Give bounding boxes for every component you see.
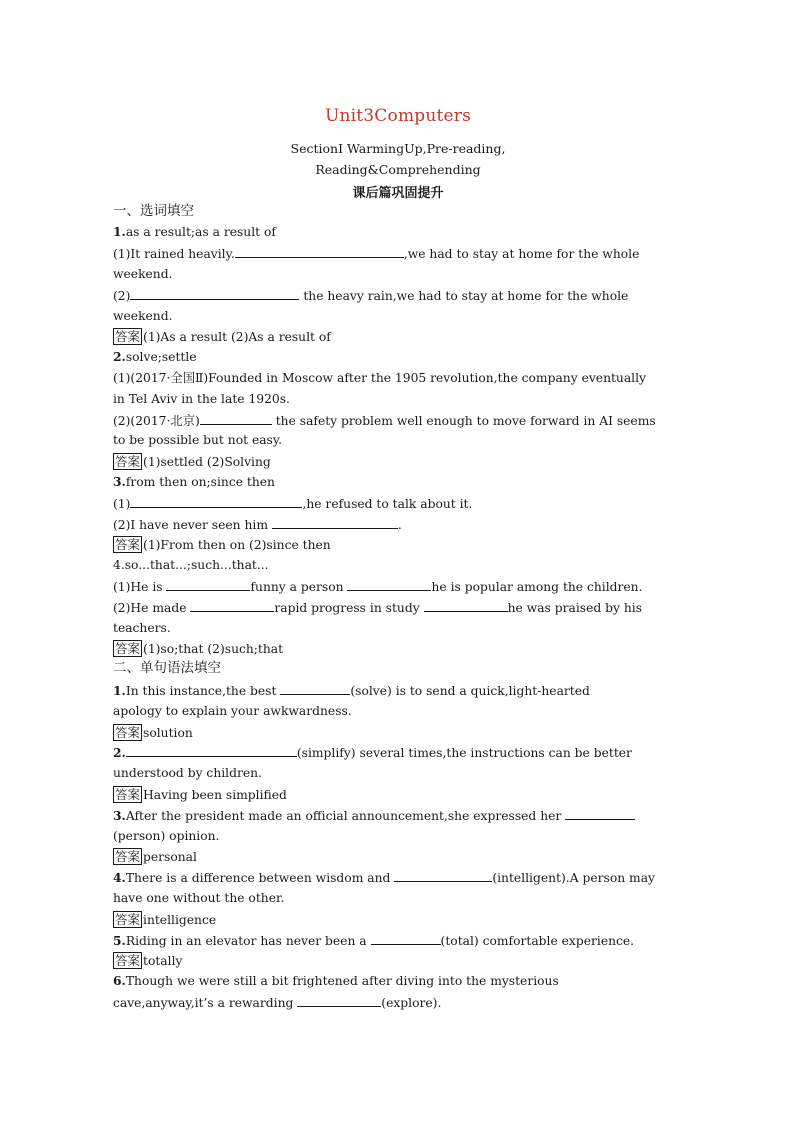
answer-blank[interactable] xyxy=(200,412,272,425)
sentence-text: he was praised by his xyxy=(507,601,643,615)
answer-tag: 答案 xyxy=(115,725,141,740)
answer-line xyxy=(113,848,683,865)
answer-tag: 答案 xyxy=(115,953,141,968)
answer-blank[interactable] xyxy=(371,932,441,945)
sentence-text: the safety problem well enough to move forward in AI seems xyxy=(271,414,656,428)
question-sentence xyxy=(113,744,683,761)
practice-heading: 课后篇巩固提升 xyxy=(352,186,444,201)
sentence-text: After the president made an official announcement,she expressed her xyxy=(125,809,566,823)
answer-tag: 答案 xyxy=(115,912,141,927)
answer-line xyxy=(113,640,683,657)
question-title xyxy=(113,474,683,490)
sentence-text: (total) comfortable experience. xyxy=(440,934,635,948)
sentence-continuation: have one without the other. xyxy=(113,891,285,905)
sentence-text: Though we were still a bit frightened after diving into the mysterious xyxy=(125,974,559,988)
question-number: 1. xyxy=(113,224,126,239)
sentence-text: There is a difference between wisdom and xyxy=(125,871,395,885)
sentence-text: funny a person xyxy=(250,580,348,594)
answer-blank[interactable] xyxy=(272,516,398,529)
answer-text: (1)so;that (2)such;that xyxy=(143,642,284,656)
question-sentence xyxy=(113,599,683,616)
question-sentence xyxy=(113,578,683,595)
sentence-text: (1) xyxy=(113,497,131,511)
question-title xyxy=(113,557,683,573)
sentence-text: Riding in an elevator has never been a xyxy=(125,934,371,948)
question-title xyxy=(113,224,683,240)
sentence-text: (1)It rained heavily. xyxy=(113,247,235,261)
sentence-continuation: teachers. xyxy=(113,621,171,635)
sentence-continuation: understood by children. xyxy=(113,766,262,780)
sentence-text: he is popular among the children. xyxy=(431,580,643,594)
sentence-text: rapid progress in study xyxy=(274,601,424,615)
question-words: as a result;as a result of xyxy=(125,225,276,239)
section2-heading: 二、单句语法填空 xyxy=(113,660,221,676)
sentence-continuation: in Tel Aviv in the late 1920s. xyxy=(113,392,290,406)
sentence-text: the heavy rain,we had to stay at home for the whole xyxy=(299,289,629,303)
answer-line xyxy=(113,786,683,803)
answer-text: (1)As a result (2)As a result of xyxy=(143,330,331,344)
question-number: 2. xyxy=(113,349,126,364)
sentence-continuation: weekend. xyxy=(113,309,173,323)
question-number: 3. xyxy=(113,808,126,823)
question-words: from then on;since then xyxy=(125,475,275,489)
question-number: 6. xyxy=(113,973,126,988)
question-sentence xyxy=(113,245,683,262)
answer-line xyxy=(113,328,683,345)
question-words: so...that...;such...that... xyxy=(124,558,269,572)
question-number: 1. xyxy=(113,683,126,698)
sentence-text: (2) xyxy=(113,289,131,303)
question-sentence xyxy=(113,869,683,886)
question-sentence xyxy=(113,682,683,699)
answer-blank[interactable] xyxy=(126,744,297,757)
question-number: 2. xyxy=(113,745,126,760)
question-sentence xyxy=(113,287,683,304)
answer-blank[interactable] xyxy=(280,682,350,695)
question-sentence: (1)(2017·全国Ⅱ)Founded in Moscow after the 1905 revolution,the company eventually xyxy=(113,371,646,385)
question-number: 5. xyxy=(113,933,126,948)
section-subtitle: SectionⅠ WarmingUp,Pre-reading, xyxy=(290,141,506,156)
answer-text: (1)settled (2)Solving xyxy=(143,455,271,469)
question-sentence xyxy=(113,807,683,824)
answer-line xyxy=(113,952,683,969)
answer-blank[interactable] xyxy=(297,994,381,1007)
answer-text: Having been simplified xyxy=(143,788,287,802)
sentence-continuation: weekend. xyxy=(113,267,173,281)
answer-tag: 答案 xyxy=(115,641,141,656)
answer-text: totally xyxy=(143,954,183,968)
answer-text: personal xyxy=(143,850,197,864)
question-sentence xyxy=(113,495,683,512)
sentence-text: (solve) is to send a quick,light-hearted xyxy=(350,684,590,698)
sentence-text: (2)(2017·北京) xyxy=(113,414,200,428)
question-sentence xyxy=(113,516,683,533)
answer-line xyxy=(113,536,683,553)
answer-text: (1)From then on (2)since then xyxy=(143,538,331,552)
section1-heading: 一、选词填空 xyxy=(113,203,194,219)
answer-blank[interactable] xyxy=(166,578,250,591)
question-sentence xyxy=(113,412,683,429)
sentence-continuation: (person) opinion. xyxy=(113,829,220,843)
answer-blank[interactable] xyxy=(130,495,302,508)
answer-blank[interactable] xyxy=(424,599,508,612)
question-number: 3. xyxy=(113,474,126,489)
sentence-text: (2)I have never seen him xyxy=(113,518,272,532)
answer-blank[interactable] xyxy=(347,578,431,591)
answer-blank[interactable] xyxy=(394,869,492,882)
section-subtitle-cont: Reading&Comprehending xyxy=(315,162,481,177)
sentence-text: ,we had to stay at home for the whole xyxy=(403,247,640,261)
answer-tag: 答案 xyxy=(115,329,141,344)
answer-line xyxy=(113,724,683,741)
answer-tag: 答案 xyxy=(115,454,141,469)
answer-tag: 答案 xyxy=(115,849,141,864)
sentence-text: (simplify) several times,the instructions can be better xyxy=(296,746,632,760)
sentence-continuation: to be possible but not easy. xyxy=(113,433,283,447)
sentence-text: cave,anyway,it’s a rewarding xyxy=(113,996,298,1010)
question-sentence xyxy=(113,973,683,989)
answer-blank[interactable] xyxy=(130,287,299,300)
sentence-text: ,he refused to talk about it. xyxy=(302,497,473,511)
sentence-text: In this instance,the best xyxy=(125,684,281,698)
question-number: 4. xyxy=(113,870,126,885)
question-sentence xyxy=(113,994,683,1011)
question-words: solve;settle xyxy=(125,350,197,364)
answer-blank[interactable] xyxy=(235,245,404,258)
answer-text: intelligence xyxy=(143,913,217,927)
answer-blank[interactable] xyxy=(190,599,274,612)
question-sentence xyxy=(113,932,683,949)
answer-tag: 答案 xyxy=(115,787,141,802)
answer-tag: 答案 xyxy=(115,537,141,552)
answer-line xyxy=(113,911,683,928)
answer-text: solution xyxy=(143,726,193,740)
sentence-text: (intelligent).A person may xyxy=(492,871,655,885)
sentence-continuation: apology to explain your awkwardness. xyxy=(113,704,352,718)
question-number: 4. xyxy=(113,558,125,572)
sentence-text: (explore). xyxy=(381,996,442,1010)
page-title: Unit3Computers xyxy=(324,106,472,126)
sentence-text: (1)He is xyxy=(113,580,167,594)
answer-blank[interactable] xyxy=(565,807,635,820)
sentence-text: . xyxy=(397,518,402,532)
question-title xyxy=(113,349,683,365)
sentence-text: (2)He made xyxy=(113,601,191,615)
answer-line xyxy=(113,453,683,470)
